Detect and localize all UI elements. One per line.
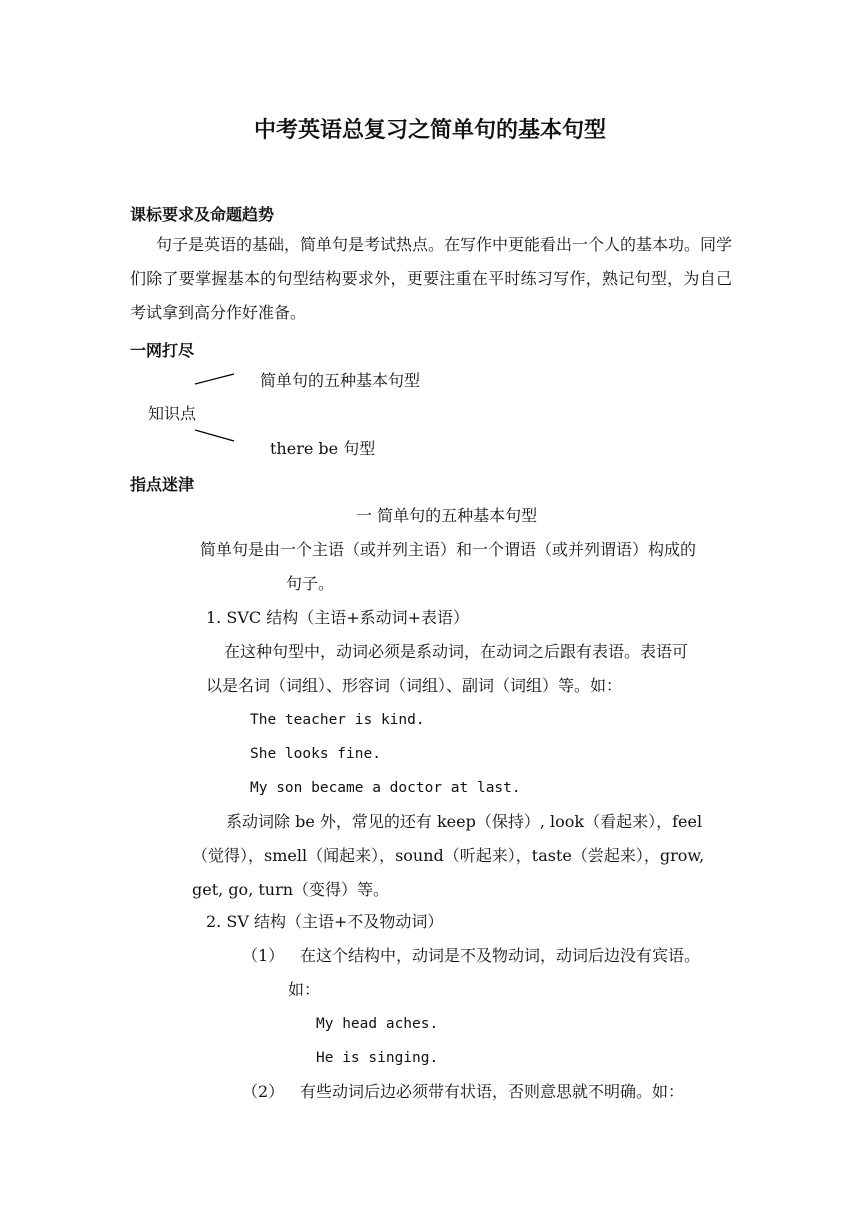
intro-line-2: 句子。 <box>286 574 335 593</box>
example-sentence: The teacher is kind. <box>250 712 425 728</box>
intro-line-1: 简单句是由一个主语（或并列主语）和一个谓语（或并列谓语）构成的 <box>200 540 697 559</box>
section-heading-requirements: 课标要求及命题趋势 <box>130 205 275 224</box>
example-sentence: He is singing. <box>316 1050 439 1066</box>
knowledge-center-label: 知识点 <box>148 404 197 423</box>
example-sentence: She looks fine. <box>250 746 381 762</box>
knowledge-branch-1: 简单句的五种基本句型 <box>260 371 421 390</box>
section-heading-overview: 一网打尽 <box>130 341 195 360</box>
item-2-sub-1-text: 在这个结构中，动词是不及物动词，动词后边没有宾语。 <box>300 946 701 965</box>
item-1-desc-line-2: 以是名词（词组）、形容词（词组）、副词（词组）等。如： <box>206 676 623 695</box>
item-1-desc-line-1: 在这种句型中，动词必须是系动词，在动词之后跟有表语。表语可 <box>224 642 689 661</box>
guidance-subheading: 一 简单句的五种基本句型 <box>356 506 538 525</box>
section-heading-guidance: 指点迷津 <box>130 475 195 494</box>
item-1-label: 1. SVC 结构（主语+系动词+表语） <box>206 608 470 627</box>
branch-line-lower <box>195 430 234 441</box>
item-1-note-line-1: 系动词除 be 外，常见的还有 keep（保持）, look（看起来），feel <box>226 812 703 831</box>
requirements-text: 句子是英语的基础，简单句是考试热点。在写作中更能看出一个人的基本功。同学们除了要掌握基本的句型结构要求外，更要注重在平时练习写作，熟记句型，为自己考试拿到高分作好准备。 <box>130 235 733 322</box>
item-1-note-line-2: （觉得），smell（闻起来），sound（听起来），taste（尝起来），grow, <box>192 846 705 865</box>
item-2-sub-2-number: （2） <box>242 1082 285 1101</box>
page-title: 中考英语总复习之简单句的基本句型 <box>253 118 606 143</box>
example-sentence: My son became a doctor at last. <box>250 780 521 796</box>
knowledge-branch-2: there be 句型 <box>270 439 376 458</box>
item-2-sub-2-text: 有些动词后边必须带有状语，否则意思就不明确。如： <box>300 1082 685 1101</box>
item-2-label: 2. SV 结构（主语+不及物动词） <box>206 912 444 931</box>
item-2-sub-1-text-2: 如： <box>288 980 321 999</box>
item-2-sub-1-number: （1） <box>242 946 285 965</box>
item-1-note-line-3: get, go, turn（变得）等。 <box>192 880 390 899</box>
branch-line-upper <box>195 374 234 384</box>
example-sentence: My head aches. <box>316 1016 439 1032</box>
